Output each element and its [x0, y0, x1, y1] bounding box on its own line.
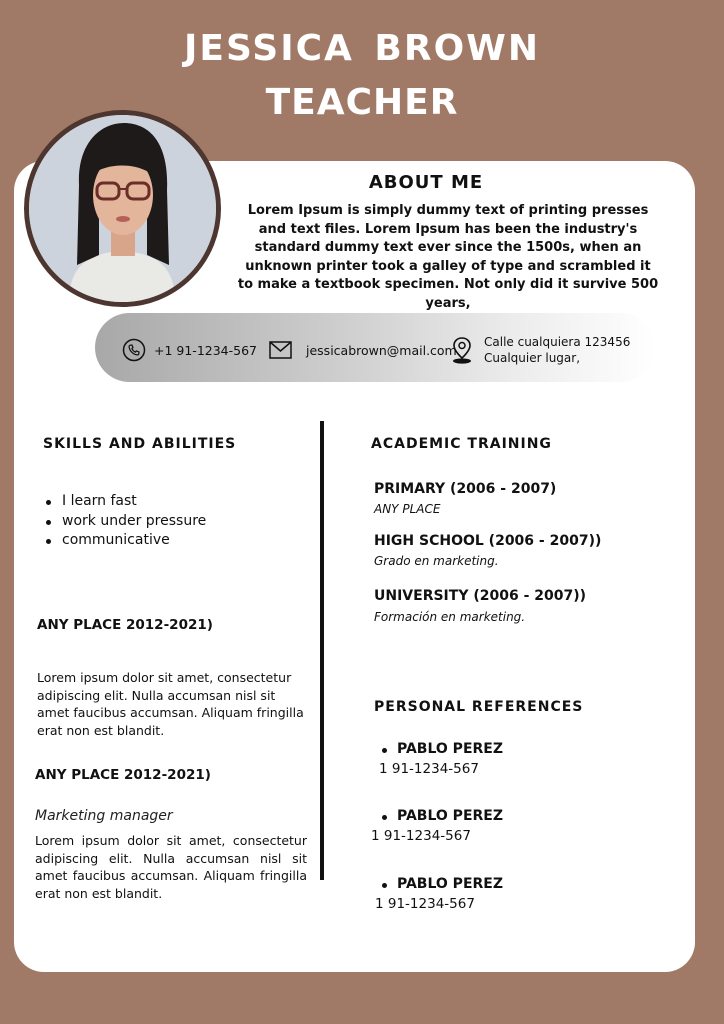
- about-text: Lorem Ipsum is simply dummy text of printing presses and text files. Lorem Ipsum has been the industry's standard dummy text ever since the 1500s, when an unknown printer took a galley of type and scrambled it to make a textbook specimen. Not only did it survive 500 years,: [237, 203, 659, 311]
- experience-title: ANY PLACE 2012-2021): [35, 767, 211, 783]
- academic-heading: HIGH SCHOOL (2006 - 2007)): [374, 533, 602, 549]
- reference-phone: 1 91-1234-567: [375, 896, 475, 912]
- reference-name: PABLO PEREZ: [397, 808, 503, 824]
- skills-list: [46, 492, 206, 551]
- experience-description: Lorem ipsum dolor sit amet, consectetur adipiscing elit. Nulla accumsan nisl sit amet faucibus accumsan. Aliquam fringilla erat non est blandit.: [35, 833, 307, 901]
- about-title: ABOUT ME: [368, 172, 484, 193]
- academic-heading: PRIMARY (2006 - 2007): [374, 481, 557, 497]
- academic-heading: UNIVERSITY (2006 - 2007)): [374, 588, 587, 604]
- skill-item: work under pressure: [46, 512, 206, 532]
- reference-name: PABLO PEREZ: [397, 876, 503, 892]
- experience-description: Lorem ipsum dolor sit amet, consectetur adipiscing elit. Nulla accumsan nisl sit amet faucibus accumsan. Aliquam fringilla erat non est blandit.: [37, 670, 304, 738]
- name-heading: JESSICA BROWN: [183, 28, 541, 69]
- reference-phone: 1 91-1234-567: [371, 828, 471, 844]
- academic-title: ACADEMIC TRAINING: [371, 436, 552, 452]
- column-divider: [320, 421, 324, 880]
- contact-email[interactable]: jessicabrown@mail.com: [306, 343, 457, 358]
- location-pin-icon: [451, 336, 473, 364]
- references-title: PERSONAL REFERENCES: [374, 699, 584, 715]
- contact-address-line2: Cualquier lugar,: [484, 351, 581, 365]
- academic-subtitle: Formación en marketing.: [374, 610, 526, 624]
- role-heading: TEACHER: [265, 82, 459, 123]
- profile-photo: [24, 110, 221, 307]
- reference-name: PABLO PEREZ: [397, 741, 503, 757]
- contact-address-line1: Calle cualquiera 123456: [484, 335, 631, 349]
- reference-phone: 1 91-1234-567: [379, 761, 479, 777]
- skill-item: communicative: [46, 531, 206, 551]
- skills-title: SKILLS AND ABILITIES: [43, 436, 237, 452]
- experience-role: Marketing manager: [35, 808, 173, 824]
- skill-item: I learn fast: [46, 492, 206, 512]
- academic-subtitle: ANY PLACE: [374, 502, 441, 516]
- academic-subtitle: Grado en marketing.: [374, 554, 499, 568]
- portrait-image: [29, 115, 216, 302]
- experience-title: ANY PLACE 2012-2021): [37, 617, 213, 633]
- phone-icon: [122, 338, 146, 362]
- mail-icon: [269, 341, 292, 359]
- contact-phone[interactable]: +1 91-1234-567: [154, 343, 257, 358]
